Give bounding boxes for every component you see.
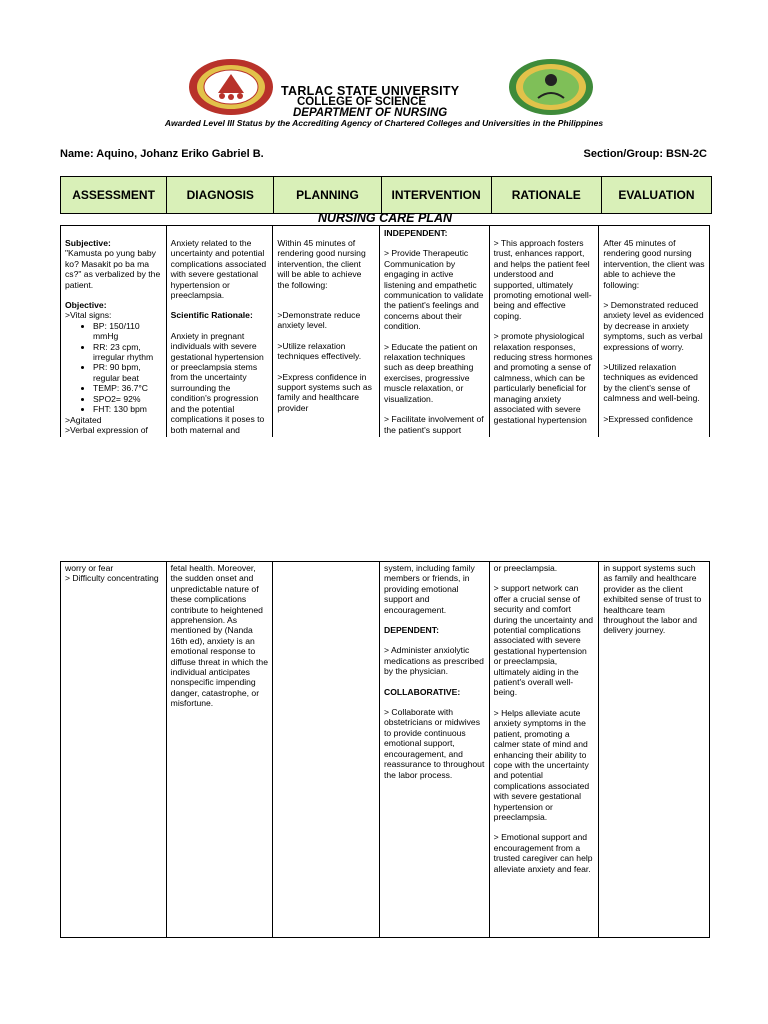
evaluation-item: >Utilized relaxation techniques as evidenced by the client's sense of calmness and well-being. (603, 362, 700, 404)
intervention-item: > Educate the patient on relaxation techniques such as deep breathing exercises, progressive muscle relaxation, or visualization. (384, 341, 478, 404)
evaluation-intro: After 45 minutes of rendering good nursing intervention, the client was able to achieve the following: (603, 238, 705, 290)
diagnosis-text: Anxiety related to the uncertainty and potential complications associated with severe gestational hypertension or preeclampsia. (170, 238, 267, 301)
rationale-cell (490, 226, 600, 437)
column-header-evaluation: EVALUATION (618, 188, 695, 202)
intervention-item: > Collaborate with obstetricians or midwives to provide continuous emotional support, encouragement, and reassurance to throughout the labor process. (384, 707, 485, 780)
vital-signs-list (65, 321, 162, 415)
planning-cell (273, 226, 380, 437)
intervention-item: > Facilitate involvement of the patient's support (384, 414, 484, 435)
objective-label: Objective: (65, 300, 107, 311)
page-title: NURSING CARE PLAN (317, 211, 453, 225)
column-header-row (60, 176, 712, 214)
evaluation-item: > Demonstrated reduced anxiety level as evidenced by decrease in anxiety symptoms, such as verbal expressions of worry. (603, 300, 704, 352)
vital-signs-label: >Vital signs: (65, 310, 112, 321)
accreditation-banner: Awarded Level III Status by the Accrediting Agency of Chartered Colleges and Universities in the Philippines (164, 118, 604, 128)
planning-goal: >Utilize relaxation techniques effectively. (277, 340, 362, 362)
column-header-diagnosis: DIAGNOSIS (167, 177, 274, 213)
column-header-intervention: INTERVENTION (382, 177, 492, 213)
rationale-item: > This approach fosters trust, enhances rapport, and helps the patient feel understood and supported, ultimately promoting emotional well-being and effective coping. (493, 238, 592, 321)
rationale-item: > support network can offer a crucial sense of security and comfort during the uncertainty and potential complications associated with severe gestational hypertension or preeclampsia, ultimately aiding in the patient's overall well-being. (493, 583, 594, 698)
care-plan-table-page2 (60, 561, 710, 938)
column-header-planning: PLANNING (274, 177, 381, 213)
intervention-cell (380, 226, 490, 437)
vital-sign-item: • PR: 90 bpm, regular beat (93, 362, 162, 383)
dependent-label: DEPENDENT: (384, 625, 439, 636)
subjective-text: "Kamusta po yung baby ko? Masakit po ba ma cs?" as verbalized by the patient. (65, 248, 161, 290)
evaluation-cell (599, 226, 709, 437)
care-plan-table-page1 (60, 225, 710, 437)
independent-label: INDEPENDENT: (384, 228, 448, 238)
evaluation-item: >Expressed confidence (603, 413, 693, 424)
column-header-rationale: RATIONALE (492, 177, 602, 213)
evaluation-cell (599, 562, 709, 937)
diagnosis-cell (167, 226, 274, 437)
university-name: TARLAC STATE UNIVERSITY (281, 84, 460, 98)
verbal-expression-text: >Verbal expression of (65, 424, 148, 435)
planning-goal: >Express confidence in support systems such as family and healthcare provider (277, 371, 372, 413)
intervention-cell (380, 562, 490, 937)
vital-sign-item: • SPO2= 92% (93, 394, 162, 404)
intervention-item: > Administer anxiolytic medications as prescribed by the physician. (384, 645, 484, 677)
rationale-continued: or preeclampsia. (493, 563, 558, 573)
department-name: DEPARTMENT OF NURSING (293, 107, 448, 119)
diagnosis-cell (167, 562, 274, 937)
assessment-continued: worry or fear (65, 563, 114, 573)
student-info-row (60, 148, 710, 160)
intervention-item: > Provide Therapeutic Communication by engaging in active listening and empathetic communication to validate the patient's feelings and concerns about their condition. (384, 248, 484, 332)
assessment-item: > Difficulty concentrating (65, 573, 159, 584)
collaborative-label: COLLABORATIVE: (384, 686, 461, 697)
rationale-item: > Emotional support and encouragement from a trusted caregiver can help alleviate anxiety and fear. (493, 832, 593, 874)
planning-intro: Within 45 minutes of rendering good nursing intervention, the client will be able to achieve the following: (277, 238, 366, 290)
evaluation-continued: in support systems such as family and healthcare provider as the client exhibited sense of trust to healthcare team throughout the labor and delivery journey. (603, 563, 702, 636)
vital-sign-item: • BP: 150/110 mmHg (93, 321, 162, 342)
vital-sign-item: • FHT: 130 bpm (93, 404, 162, 414)
student-name: Name: Aquino, Johanz Eriko Gabriel B. (60, 148, 264, 160)
vital-sign-item: • TEMP: 36.7°C (93, 383, 162, 393)
university-seal-logo (188, 58, 274, 116)
subjective-label: Subjective: (65, 238, 111, 248)
college-name: COLLEGE OF SCIENCE (297, 96, 427, 108)
scientific-rationale-text: Anxiety in pregnant individuals with severe gestational hypertension or preeclampsia stems from the uncertainty surrounding the condition's progression and the potential complications it poses to both maternal and (170, 330, 265, 435)
rationale-cell (490, 562, 600, 937)
assessment-cell (61, 226, 167, 437)
vital-sign-item: • RR: 23 cpm, irregular rhythm (93, 342, 162, 363)
section-group: Section/Group: BSN-2C (583, 148, 707, 160)
diagnosis-continued: fetal health. Moreover, the sudden onset and unpredictable nature of these complications contribute to heightened apprehension. As mentioned by (Nanda 16th ed), anxiety is an emotional response to diffuse threat in which the individual anticipates nonspecific impending danger, catastrophe, or misfortune. (170, 563, 268, 709)
assessment-cell (61, 562, 167, 937)
scientific-rationale-label: Scientific Rationale: (170, 310, 253, 321)
rationale-item: > Helps alleviate acute anxiety symptoms in the patient, promoting a calmer state of mind and enhancing their ability to cope with the uncertainty and potential complications associated with severe gestational hypertension or preeclampsia. (493, 707, 590, 822)
intervention-continued: system, including family members or friends, in providing emotional support and encouragement. (384, 563, 475, 615)
rationale-item: > promote physiological relaxation responses, reducing stress hormones and promoting a sense of calmness, which can be particularly beneficial for managing anxiety associated with severe gestational hypertension (493, 331, 593, 425)
column-header-assessment: ASSESSMENT (61, 177, 167, 213)
planning-cell (273, 562, 380, 937)
agitated-text: >Agitated (65, 414, 102, 425)
planning-goal: >Demonstrate reduce anxiety level. (277, 310, 361, 331)
